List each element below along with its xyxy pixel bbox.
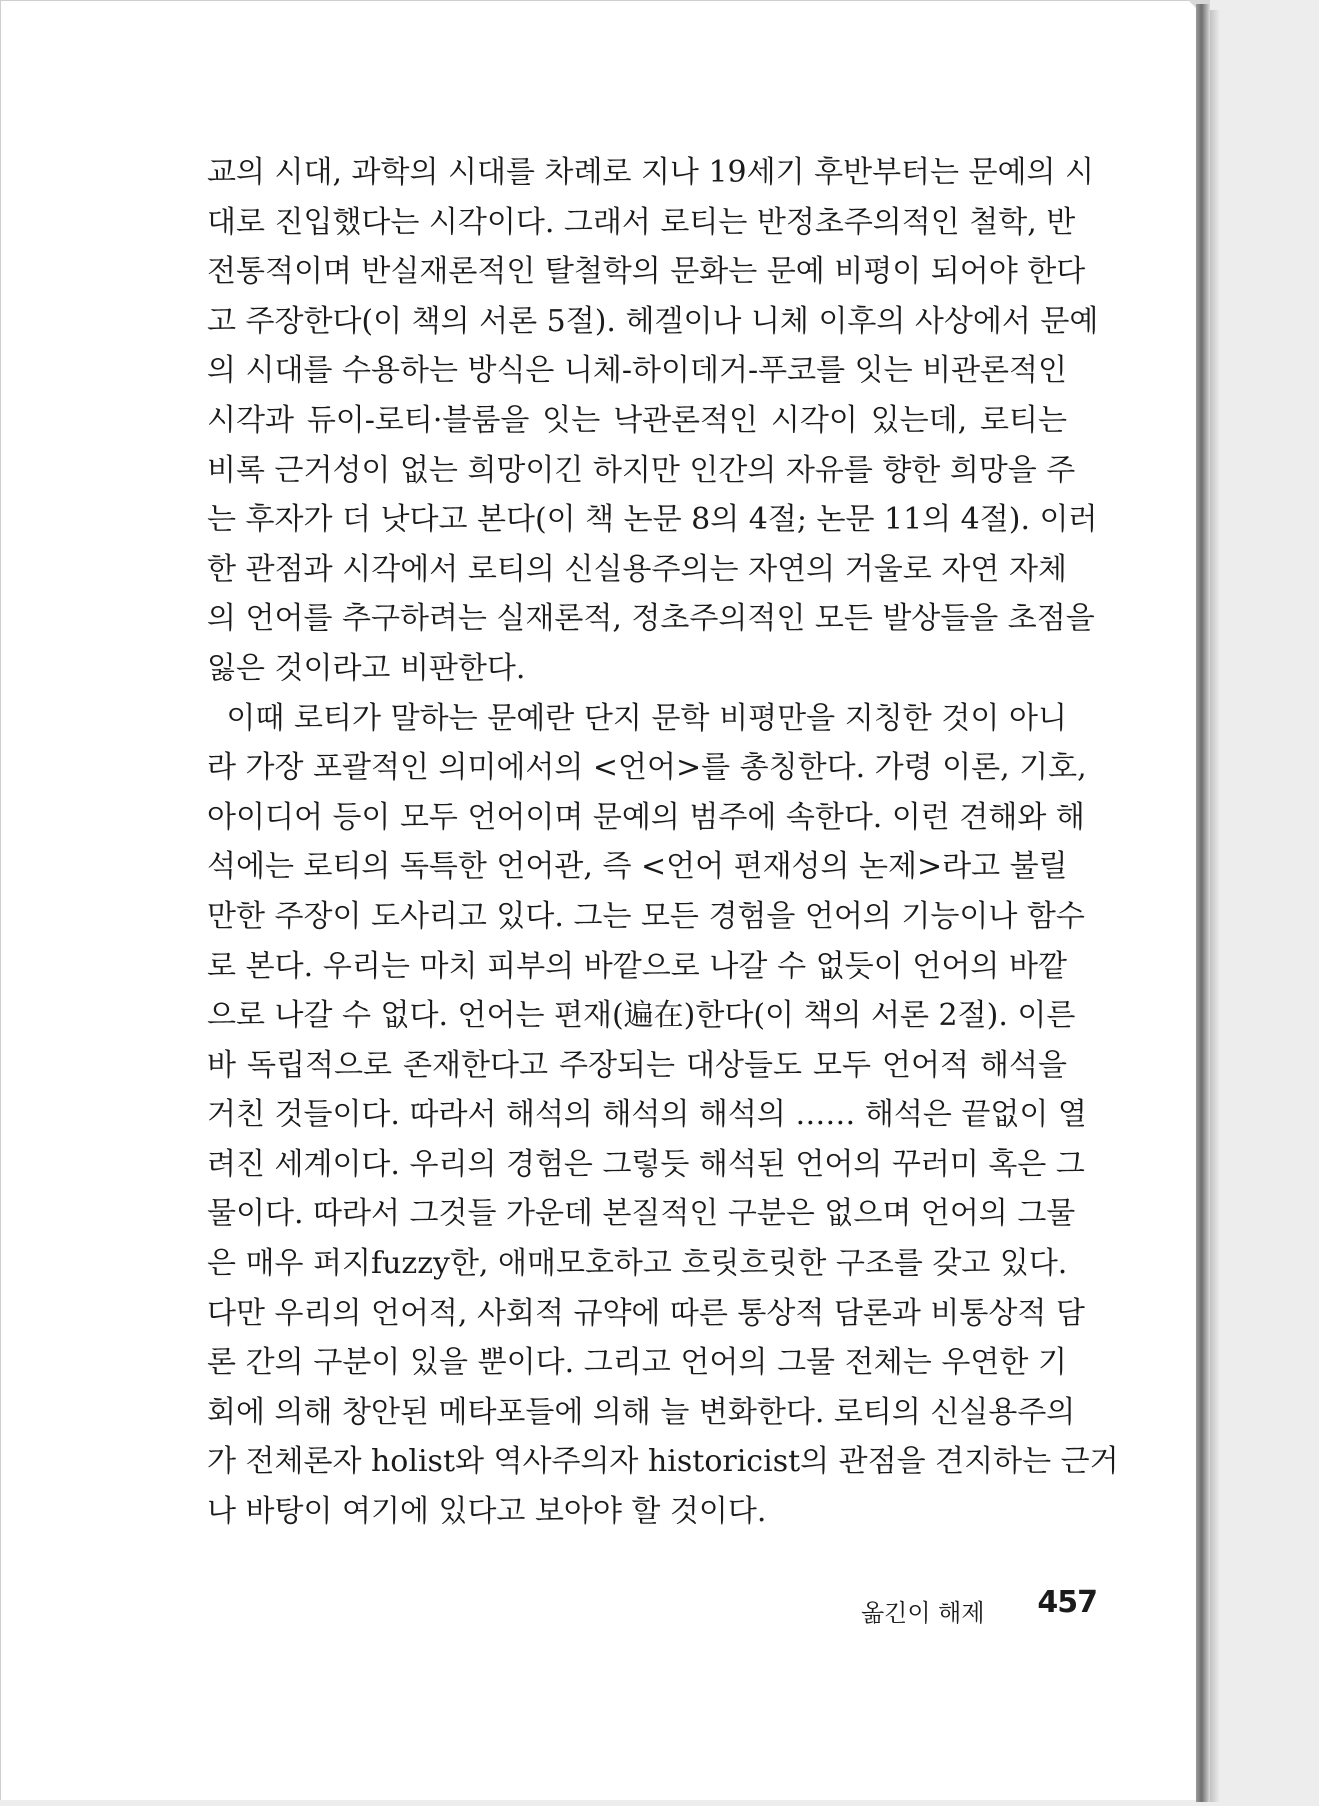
text-line: 회에 의해 창안된 메타포들에 의해 늘 변화한다. 로티의 신실용주의 xyxy=(207,1394,1076,1430)
text-line: 가 전체론자 holist와 역사주의자 historicist의 관점을 견지하는 근거 xyxy=(207,1444,1119,1480)
text-line: 잃은 것이라고 비판한다. xyxy=(207,650,526,686)
paragraph-1 xyxy=(207,148,1099,694)
paragraph-2 xyxy=(207,694,1119,1537)
text-line: 물이다. 따라서 그것들 가운데 본질적인 구분은 없으며 언어의 그물 xyxy=(207,1196,1076,1232)
text-line: 한 관점과 시각에서 로티의 신실용주의는 자연의 거울로 자연 자체 xyxy=(207,551,1067,587)
body-text xyxy=(207,148,1119,1537)
text-line: 다만 우리의 언어적, 사회적 규약에 따른 통상적 담론과 비통상적 담 xyxy=(207,1295,1085,1331)
text-line: 만한 주장이 도사리고 있다. 그는 모든 경험을 언어의 기능이나 함수 xyxy=(207,898,1085,934)
text-line: 교의 시대, 과학의 시대를 차례로 지나 19세기 후반부터는 문예의 시 xyxy=(207,155,1095,190)
text-line: 전통적이며 반실재론적인 탈철학의 문화는 문예 비평이 되어야 한다 xyxy=(207,254,1086,290)
text-line: 이때 로티가 말하는 문예란 단지 문학 비평만을 지칭한 것이 아니 xyxy=(207,700,1067,736)
text-line: 나 바탕이 여기에 있다고 보아야 할 것이다. xyxy=(207,1494,767,1530)
page-edge-shadow xyxy=(1210,10,1220,1802)
text-line: 대로 진입했다는 시각이다. 그래서 로티는 반정초주의적인 철학, 반 xyxy=(207,204,1076,240)
text-line: 비록 근거성이 없는 희망이긴 하지만 인간의 자유를 향한 희망을 주 xyxy=(207,452,1076,488)
text-line: 로 본다. 우리는 마치 피부의 바깥으로 나갈 수 없듯이 언어의 바깥 xyxy=(207,948,1067,984)
page-edge xyxy=(1196,4,1210,1802)
text-line: 론 간의 구분이 있을 뿐이다. 그리고 언어의 그물 전체는 우연한 기 xyxy=(207,1345,1067,1381)
text-line: 라 가장 포괄적인 의미에서의 <언어>를 총칭한다. 가령 이론, 기호, xyxy=(207,750,1087,786)
text-line: 석에는 로티의 독특한 언어관, 즉 <언어 편재성의 논제>라고 불릴 xyxy=(207,849,1068,885)
text-line: 의 언어를 추구하려는 실재론적, 정초주의적인 모든 발상들을 초점을 xyxy=(207,601,1095,637)
text-line: 려진 세계이다. 우리의 경험은 그렇듯 해석된 언어의 꾸러미 혹은 그 xyxy=(207,1146,1085,1182)
text-line: 시각과 듀이-로티·블룸을 잇는 낙관론적인 시각이 있는데, 로티는 xyxy=(207,402,1067,438)
text-line: 으로 나갈 수 없다. 언어는 편재(遍在)한다(이 책의 서론 2절). 이른 xyxy=(207,998,1076,1034)
text-line: 바 독립적으로 존재한다고 주장되는 대상들도 모두 언어적 해석을 xyxy=(207,1047,1067,1083)
page-footer xyxy=(861,1581,1097,1625)
page-number: 457 xyxy=(1037,1585,1097,1620)
text-line: 은 매우 퍼지fuzzy한, 애매모호하고 흐릿흐릿한 구조를 갖고 있다. xyxy=(207,1246,1068,1282)
text-line: 의 시대를 수용하는 방식은 니체-하이데거-푸코를 잇는 비관론적인 xyxy=(207,353,1067,389)
running-head: 옮긴이 해제 xyxy=(861,1599,985,1627)
text-line: 는 후자가 더 낫다고 본다(이 책 논문 8의 4절; 논문 11의 4절). 이러 xyxy=(207,502,1098,538)
text-line: 아이디어 등이 모두 언어이며 문예의 범주에 속한다. 이런 견해와 해 xyxy=(207,799,1085,835)
text-line: 고 주장한다(이 책의 서론 5절). 헤겔이나 니체 이후의 사상에서 문예 xyxy=(207,303,1099,339)
text-line: 거친 것들이다. 따라서 해석의 해석의 해석의 …… 해석은 끝없이 열 xyxy=(207,1097,1087,1133)
